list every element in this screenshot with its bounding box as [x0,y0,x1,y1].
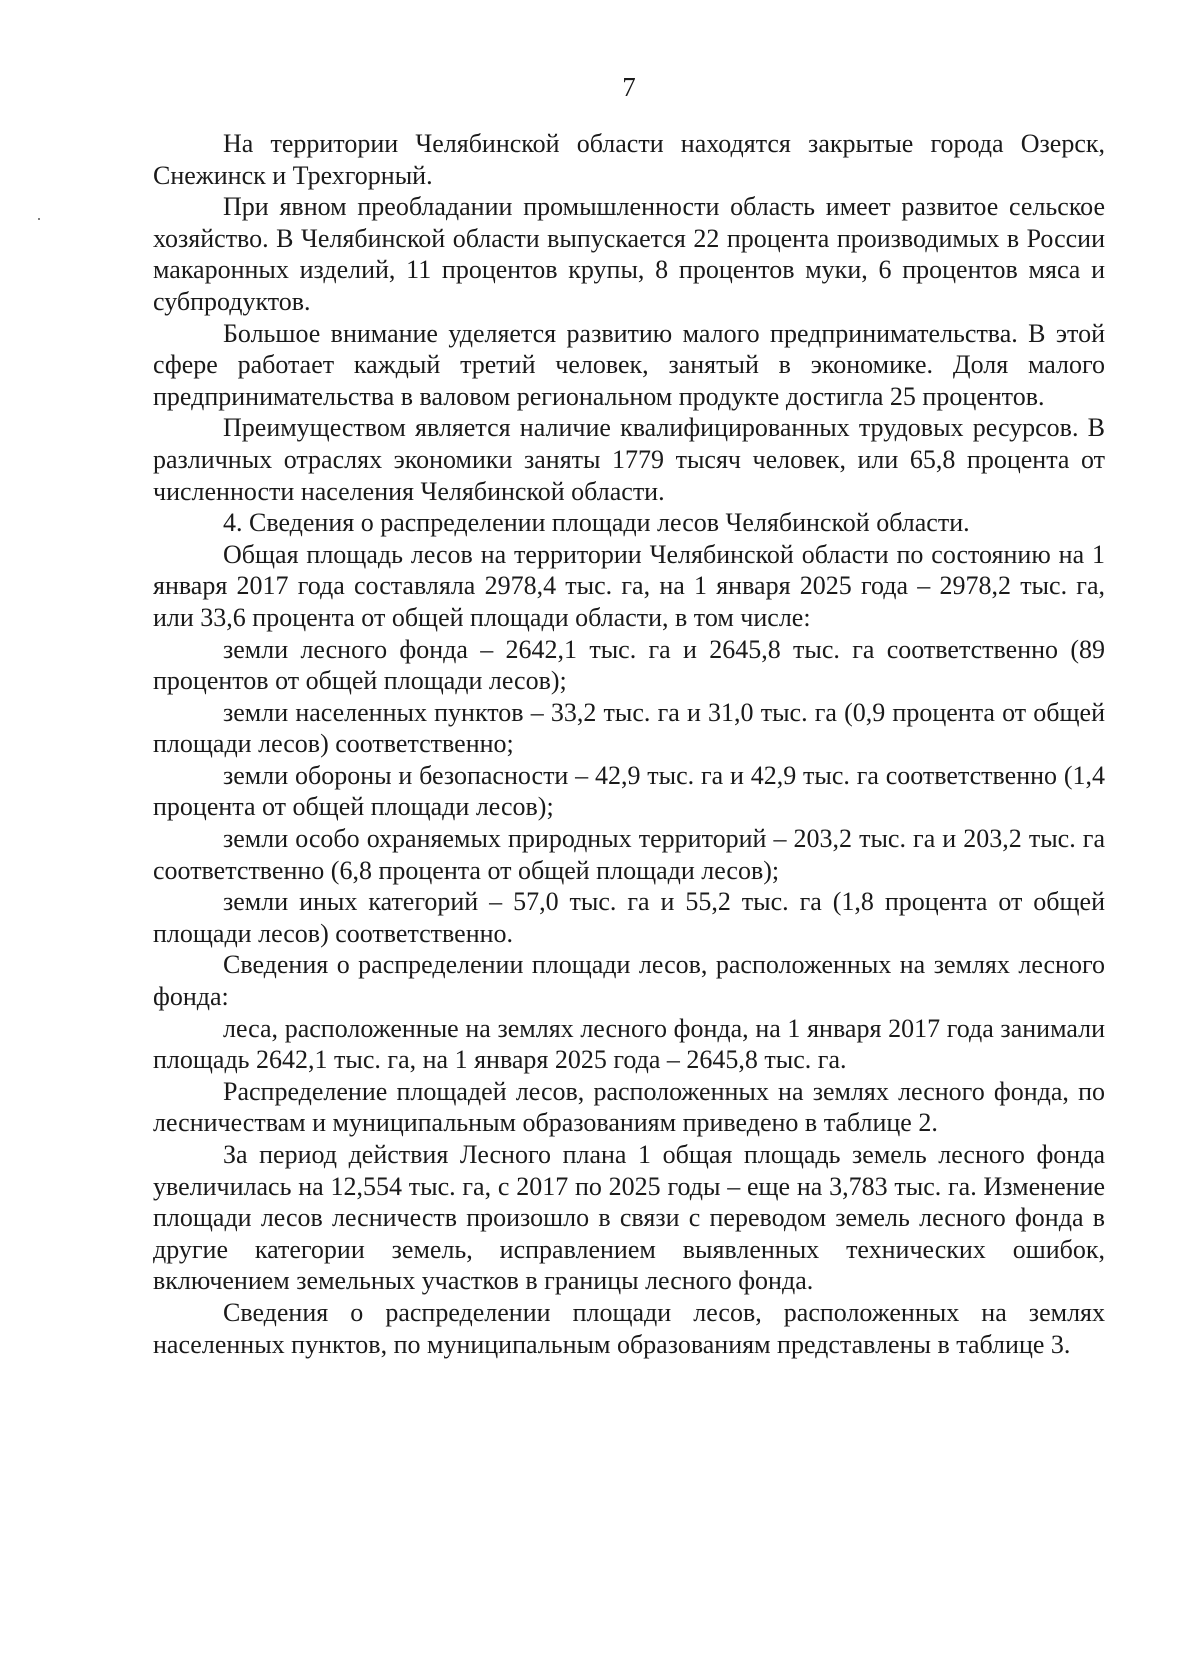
document-page [153,66,1105,1360]
scan-speck [38,218,40,220]
paragraph-closed-cities: На территории Челябинской области находятся закрытые города Озерск, Снежинск и Трехгорный. [153,129,1105,190]
list-item-settlements: земли населенных пунктов – 33,2 тыс. га и 31,0 тыс. га (0,9 процента от общей площади лесов) соответственно; [153,697,1105,759]
paragraph-table-3-reference: Сведения о распределении площади лесов, расположенных на землях населенных пунктов, по муниципальным образованиям представлены в таблице 3. [153,1297,1105,1359]
paragraph-labor-resources: Преимуществом является наличие квалифицированных трудовых ресурсов. В различных отраслях экономики заняты 1779 тысяч человек, или 65,8 процента от численности населения Челябинской области. [153,413,1105,506]
section-heading-forest-distribution: 4. Сведения о распределении площади лесов Челябинской области. [223,508,970,538]
paragraph-total-forest-area: Общая площадь лесов на территории Челябинской области по состоянию на 1 января 2017 года составляла 2978,4 тыс. га, на 1 января 2025 года – 2978,2 тыс. га, или 33,6 процента от общей площади области, в том числе: [153,539,1105,632]
paragraph-area-change: За период действия Лесного плана 1 общая площадь земель лесного фонда увеличилась на 12,554 тыс. га, с 2017 по 2025 годы – еще на 3,783 тыс. га. Изменение площади лесов лесничеств произошло в связи с переводом земель лесного фонда в другие категории земель, исправлением выявленных технических ошибок, включением земельных участков в границы лесного фонда. [153,1140,1105,1296]
list-item-forest-fund: земли лесного фонда – 2642,1 тыс. га и 2645,8 тыс. га соответственно (89 процентов от общей площади лесов); [153,634,1105,696]
paragraph-forest-fund-info: Сведения о распределении площади лесов, расположенных на землях лесного фонда: [153,950,1105,1012]
paragraph-forest-fund-area: леса, расположенные на землях лесного фонда, на 1 января 2017 года занимали площадь 2642,1 тыс. га, на 1 января 2025 года – 2645,8 тыс. га. [153,1013,1105,1075]
page-number: 7 [622,72,636,102]
paragraph-agriculture: При явном преобладании промышленности область имеет развитое сельское хозяйство. В Челябинской области выпускается 22 процента производимых в России макаронных изделий, 11 процентов крупы, 8 процентов муки, 6 процентов мяса и субпродуктов. [153,192,1105,316]
list-item-protected-areas: земли особо охраняемых природных территорий – 203,2 тыс. га и 203,2 тыс. га соответственно (6,8 процента от общей площади лесов); [153,824,1105,885]
paragraph-small-business: Большое внимание уделяется развитию малого предпринимательства. В этой сфере работает каждый третий человек, занятый в экономике. Доля малого предпринимательства в валовом региональном продукте достигла 25 процентов. [153,318,1105,411]
list-item-defense: земли обороны и безопасности – 42,9 тыс. га и 42,9 тыс. га соответственно (1,4 процента от общей площади лесов); [153,760,1105,822]
paragraph-table-2-reference: Распределение площадей лесов, расположенных на землях лесного фонда, по лесничествам и муниципальным образованиям приведено в таблице 2. [153,1076,1105,1138]
list-item-other-categories: земли иных категорий – 57,0 тыс. га и 55,2 тыс. га (1,8 процента от общей площади лесов) соответственно. [153,887,1105,948]
